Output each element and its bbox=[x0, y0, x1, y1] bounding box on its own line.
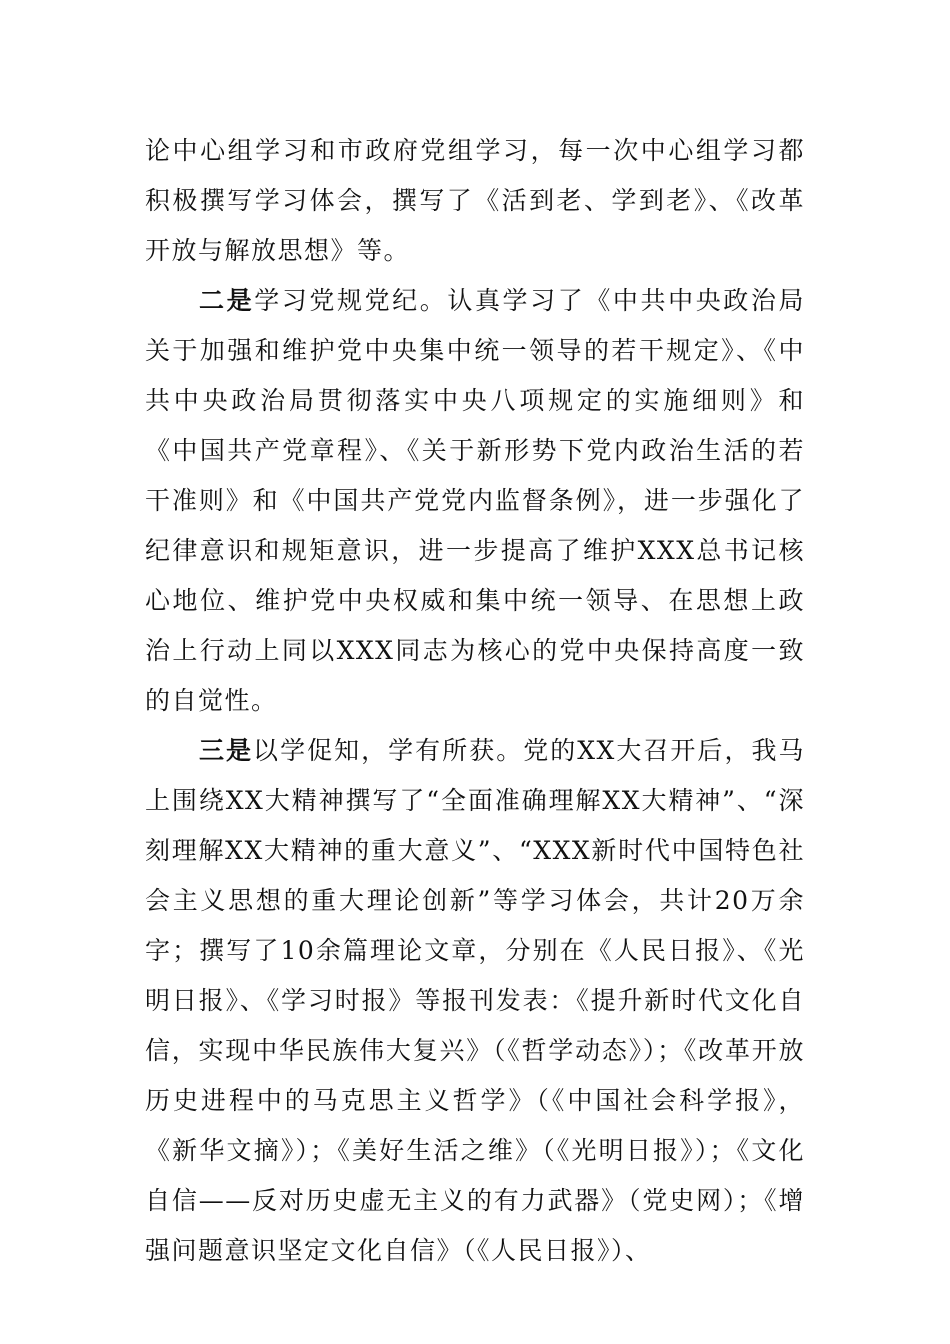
paragraph-lead: 二是 bbox=[199, 286, 255, 315]
paragraph-text: 学习党规党纪。认真学习了《中共中央政治局关于加强和维护党中央集中统一领导的若干规定》、《中共中央政治局贯彻落实中央八项规定的实施细则》和《中国共产党章程》、《关于新形势下党内政治生活的若干准则》和《中国共产党党内监督条例》，进一步强化了纪律意识和规矩意识，进一步提高了维护XXX总书记核心地位、维护党中央权威和集中统一领导、在思想上政治上行动上同以XXX同志为核心的党中央保持高度一致的自觉性。 bbox=[145, 286, 805, 715]
paragraph-text: 以学促知，学有所获。党的XX大召开后，我马上围绕XX大精神撰写了“全面准确理解XX大精神”、“深刻理解XX大精神的重大意义”、“XXX新时代中国特色社会主义思想的重大理论创新”等学习体会，共计20万余字；撰写了10余篇理论文章，分别在《人民日报》、《光明日报》、《学习时报》等报刊发表：《提升新时代文化自信，实现中华民族伟大复兴》（《哲学动态》）；《改革开放历史进程中的马克思主义哲学》（《中国社会科学报》，《新华文摘》）；《美好生活之维》（《光明日报》）；《文化自信——反对历史虚无主义的有力武器》（党史网）；《增强问题意识坚定文化自信》（《人民日报》）、 bbox=[145, 736, 805, 1265]
paragraph-continuation bbox=[145, 126, 805, 276]
document-body bbox=[145, 126, 805, 1276]
paragraph-third-point bbox=[145, 726, 805, 1276]
paragraph-text: 论中心组学习和市政府党组学习，每一次中心组学习都积极撰写学习体会，撰写了《活到老、学到老》、《改革开放与解放思想》等。 bbox=[145, 136, 805, 265]
paragraph-second-point bbox=[145, 276, 805, 726]
paragraph-lead: 三是 bbox=[199, 736, 254, 765]
